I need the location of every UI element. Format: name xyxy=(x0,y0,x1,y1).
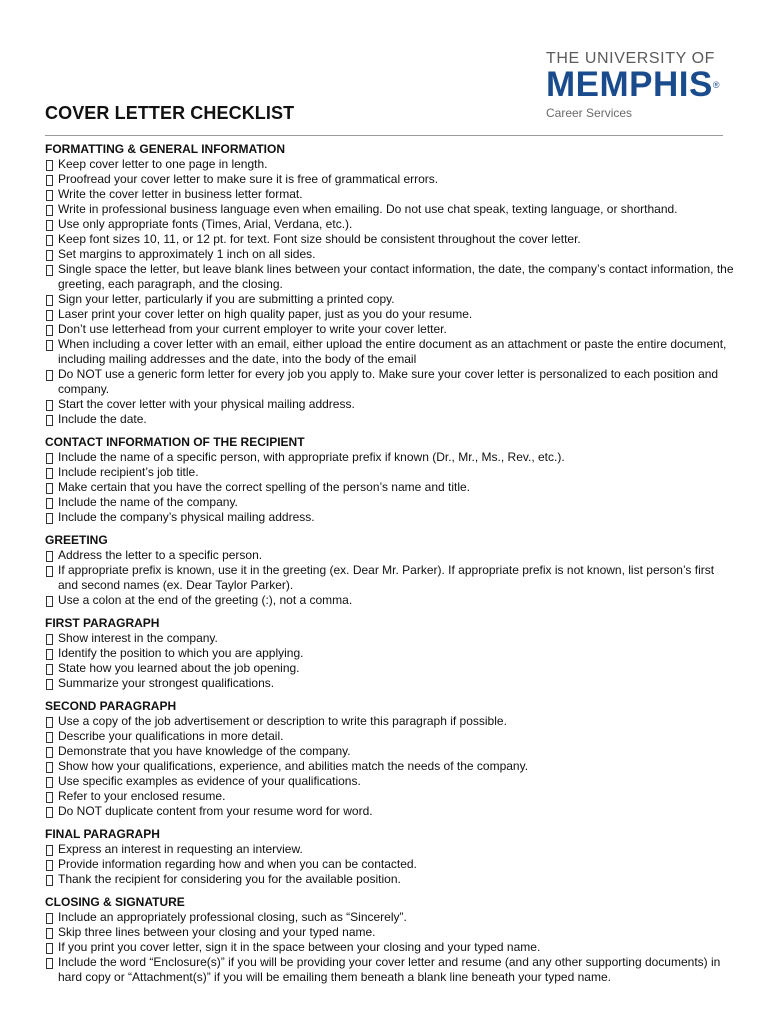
checkbox-icon xyxy=(46,400,53,411)
checklist-section xyxy=(45,827,735,887)
checklist-item-text: Sign your letter, particularly if you are submitting a printed copy. xyxy=(58,292,395,306)
checklist-item-text: Include the date. xyxy=(58,412,147,426)
registered-mark: ® xyxy=(712,80,720,90)
checklist-item xyxy=(45,157,735,172)
checklist-item xyxy=(45,247,735,262)
checklist-content xyxy=(45,142,735,993)
checklist-item xyxy=(45,759,735,774)
checkbox-icon xyxy=(46,664,53,675)
checklist-item xyxy=(45,857,735,872)
checkbox-icon xyxy=(46,913,53,924)
section-heading: CLOSING & SIGNATURE xyxy=(45,895,185,909)
checklist-item-text: If you print you cover letter, sign it in the space between your closing and your typed name. xyxy=(58,940,541,954)
checklist-item-text: Don’t use letterhead from your current employer to write your cover letter. xyxy=(58,322,447,336)
section-heading: FIRST PARAGRAPH xyxy=(45,616,160,630)
checklist-item-text: Demonstrate that you have knowledge of the company. xyxy=(58,744,351,758)
checklist-section xyxy=(45,142,735,427)
checkbox-icon xyxy=(46,235,53,246)
checkbox-icon xyxy=(46,649,53,660)
checklist-item xyxy=(45,367,735,397)
checklist-item xyxy=(45,172,735,187)
checklist-item xyxy=(45,510,735,525)
logo-memphis-text: MEMPHIS xyxy=(546,65,713,104)
checklist-item xyxy=(45,940,735,955)
checkbox-icon xyxy=(46,205,53,216)
logo-line-memphis xyxy=(546,65,726,104)
checklist-item-text: Do NOT duplicate content from your resume word for word. xyxy=(58,804,373,818)
checklist-item xyxy=(45,292,735,307)
checklist-item xyxy=(45,631,735,646)
checklist-item-text: Address the letter to a specific person. xyxy=(58,548,263,562)
checkbox-icon xyxy=(46,845,53,856)
checklist-item xyxy=(45,397,735,412)
checkbox-icon xyxy=(46,415,53,426)
checklist-item xyxy=(45,842,735,857)
checklist-item-text: Make certain that you have the correct spelling of the person’s name and title. xyxy=(58,480,471,494)
checklist-section xyxy=(45,699,735,819)
checklist-item xyxy=(45,925,735,940)
checkbox-icon xyxy=(46,310,53,321)
checklist-item-text: Keep cover letter to one page in length. xyxy=(58,157,268,171)
checklist-item-text: Include an appropriately professional closing, such as “Sincerely”. xyxy=(58,910,407,924)
checkbox-icon xyxy=(46,370,53,381)
checkbox-icon xyxy=(46,717,53,728)
checkbox-icon xyxy=(46,190,53,201)
checklist-item xyxy=(45,322,735,337)
checklist-item-text: Thank the recipient for considering you for the available position. xyxy=(58,872,401,886)
checkbox-icon xyxy=(46,792,53,803)
section-heading: FORMATTING & GENERAL INFORMATION xyxy=(45,142,285,156)
checklist-item-text: Identify the position to which you are applying. xyxy=(58,646,304,660)
checklist-item xyxy=(45,744,735,759)
checkbox-icon xyxy=(46,483,53,494)
checkbox-icon xyxy=(46,762,53,773)
checkbox-icon xyxy=(46,513,53,524)
checklist-item-text: Keep font sizes 10, 11, or 12 pt. for text. Font size should be consistent throughout the cover letter. xyxy=(58,232,581,246)
section-heading: SECOND PARAGRAPH xyxy=(45,699,177,713)
checklist-item-text: Do NOT use a generic form letter for every job you apply to. Make sure your cover letter is personalized to each position and company. xyxy=(58,367,719,396)
checklist-item xyxy=(45,187,735,202)
checkbox-icon xyxy=(46,807,53,818)
checklist-section xyxy=(45,616,735,691)
checklist-item-text: Include recipient’s job title. xyxy=(58,465,199,479)
checklist-item-text: Describe your qualifications in more detail. xyxy=(58,729,284,743)
checklist-item xyxy=(45,563,735,593)
checklist-item xyxy=(45,872,735,887)
checklist-item-text: Express an interest in requesting an interview. xyxy=(58,842,303,856)
checklist-item xyxy=(45,548,735,563)
checkbox-icon xyxy=(46,732,53,743)
checklist-item xyxy=(45,465,735,480)
checkbox-icon xyxy=(46,468,53,479)
checklist-item xyxy=(45,337,735,367)
checklist-item-text: Proofread your cover letter to make sure it is free of grammatical errors. xyxy=(58,172,439,186)
checkbox-icon xyxy=(46,596,53,607)
logo-line-career-services: Career Services xyxy=(546,106,633,120)
checklist-item-text: State how you learned about the job opening. xyxy=(58,661,300,675)
checkbox-icon xyxy=(46,747,53,758)
checklist-item xyxy=(45,676,735,691)
checklist-item-text: Set margins to approximately 1 inch on all sides. xyxy=(58,247,316,261)
checklist-item-text: Show how your qualifications, experience, and abilities match the needs of the company. xyxy=(58,759,529,773)
checkbox-icon xyxy=(46,634,53,645)
checkbox-icon xyxy=(46,295,53,306)
checklist-item xyxy=(45,661,735,676)
checkbox-icon xyxy=(46,566,53,577)
checkbox-icon xyxy=(46,160,53,171)
checkbox-icon xyxy=(46,551,53,562)
checklist-item-text: Single space the letter, but leave blank lines between your contact information, the date, the company’s contact information, the greeting, each paragraph, and the closing. xyxy=(58,262,734,291)
checkbox-icon xyxy=(46,453,53,464)
checklist-item xyxy=(45,232,735,247)
checklist-item xyxy=(45,593,735,608)
checklist-item xyxy=(45,729,735,744)
checkbox-icon xyxy=(46,928,53,939)
checklist-item-text: When including a cover letter with an email, either upload the entire document as an attachment or paste the entire document, including mailing addresses and the date, into the body of the email xyxy=(58,337,727,366)
checklist-item-text: Use specific examples as evidence of your qualifications. xyxy=(58,774,361,788)
checklist-item xyxy=(45,495,735,510)
checklist-item-text: Start the cover letter with your physical mailing address. xyxy=(58,397,355,411)
checklist-item-text: Include the name of a specific person, with appropriate prefix if known (Dr., Mr., Ms., Rev., etc.). xyxy=(58,450,565,464)
checklist-item xyxy=(45,412,735,427)
checkbox-icon xyxy=(46,220,53,231)
checklist-item-text: Skip three lines between your closing and your typed name. xyxy=(58,925,376,939)
section-heading: FINAL PARAGRAPH xyxy=(45,827,160,841)
checklist-item xyxy=(45,910,735,925)
checkbox-icon xyxy=(46,875,53,886)
checklist-section xyxy=(45,533,735,608)
checkbox-icon xyxy=(46,679,53,690)
checkbox-icon xyxy=(46,325,53,336)
checklist-item-text: Write the cover letter in business letter format. xyxy=(58,187,303,201)
checklist-item-text: Write in professional business language even when emailing. Do not use chat speak, texting language, or shorthand. xyxy=(58,202,678,216)
checklist-item-text: Use a colon at the end of the greeting (:), not a comma. xyxy=(58,593,353,607)
checklist-item xyxy=(45,955,735,985)
checklist-item-text: Summarize your strongest qualifications. xyxy=(58,676,275,690)
checklist-item xyxy=(45,480,735,495)
page-title: COVER LETTER CHECKLIST xyxy=(45,103,295,123)
checkbox-icon xyxy=(46,958,53,969)
checklist-item xyxy=(45,714,735,729)
checkbox-icon xyxy=(46,860,53,871)
checklist-section xyxy=(45,435,735,525)
checklist-item-text: Include the company’s physical mailing address. xyxy=(58,510,315,524)
university-logo xyxy=(546,50,726,120)
checklist-item xyxy=(45,217,735,232)
section-heading: CONTACT INFORMATION OF THE RECIPIENT xyxy=(45,435,305,449)
checklist-item-text: Refer to your enclosed resume. xyxy=(58,789,226,803)
checklist-item xyxy=(45,646,735,661)
checklist-item-text: Include the name of the company. xyxy=(58,495,238,509)
checklist-item xyxy=(45,804,735,819)
checkbox-icon xyxy=(46,340,53,351)
checkbox-icon xyxy=(46,265,53,276)
checklist-item-text: Show interest in the company. xyxy=(58,631,218,645)
checkbox-icon xyxy=(46,175,53,186)
checklist-item xyxy=(45,262,735,292)
checklist-item-text: If appropriate prefix is known, use it in the greeting (ex. Dear Mr. Parker). If appropriate prefix is not known, list person’s first and second names (ex. Dear Taylor Parker). xyxy=(58,563,715,592)
checklist-item-text: Use only appropriate fonts (Times, Arial, Verdana, etc.). xyxy=(58,217,353,231)
checkbox-icon xyxy=(46,777,53,788)
checklist-item xyxy=(45,789,735,804)
checklist-item xyxy=(45,202,735,217)
checklist-item xyxy=(45,774,735,789)
checkbox-icon xyxy=(46,943,53,954)
checklist-item-text: Laser print your cover letter on high quality paper, just as you do your resume. xyxy=(58,307,473,321)
checkbox-icon xyxy=(46,250,53,261)
checkbox-icon xyxy=(46,498,53,509)
section-heading: GREETING xyxy=(45,533,108,547)
checklist-item-text: Include the word “Enclosure(s)” if you will be providing your cover letter and resume (and any other supporting documents) in hard copy or “Attachment(s)” if you will be emailing them beneath a blank line beneath your typed name. xyxy=(58,955,721,984)
checklist-item xyxy=(45,307,735,322)
checklist-item xyxy=(45,450,735,465)
title-divider xyxy=(45,135,723,136)
logo-line-university: THE UNIVERSITY OF xyxy=(546,50,716,67)
checklist-section xyxy=(45,895,735,985)
checklist-item-text: Provide information regarding how and when you can be contacted. xyxy=(58,857,417,871)
checklist-item-text: Use a copy of the job advertisement or description to write this paragraph if possible. xyxy=(58,714,507,728)
